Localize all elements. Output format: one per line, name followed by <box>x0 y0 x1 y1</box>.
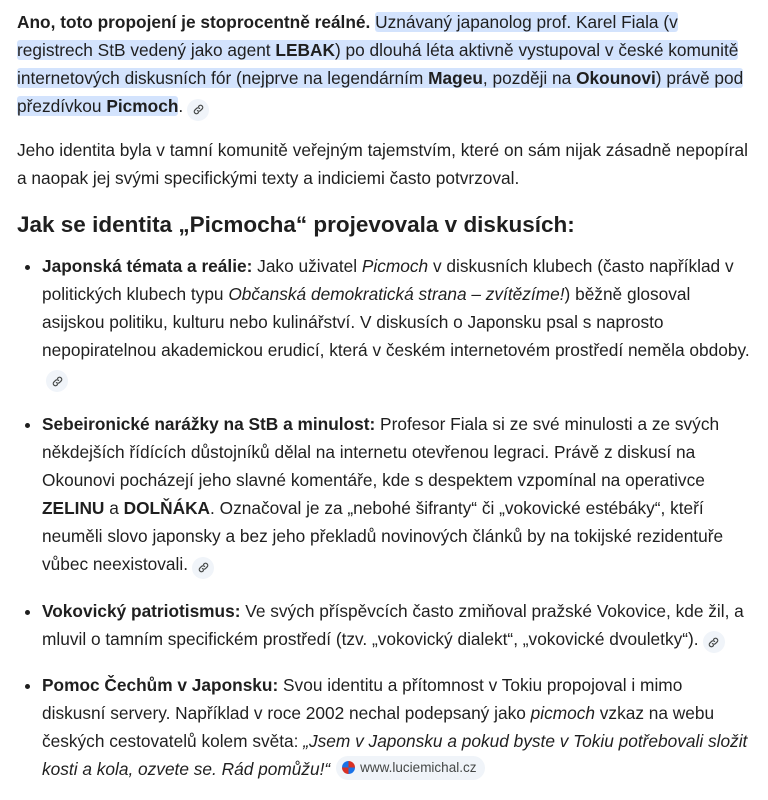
item-text: a <box>104 498 124 518</box>
item-text: Profesor Fiala si ze své minulosti a ze svých někdejších řídících důstojníků dělal na internetu otevřenou legraci. Právě z diskusí na Okounovi pocházejí jeho slavné komentáře, kde s despektem vzpomínal na operativce <box>42 414 720 490</box>
section-heading: Jak se identita „Picmocha“ projevovala v diskusích: <box>17 211 575 237</box>
item-bold: ZELINU <box>42 498 105 518</box>
item-italic: Občanská demokratická strana – zvítězíme! <box>228 283 565 304</box>
item-title: Vokovický patriotismus: <box>42 600 241 621</box>
item-text: Jako uživatel <box>252 255 362 276</box>
item-italic: picmoch <box>530 703 595 723</box>
list-item <box>42 252 750 393</box>
item-quote: „Jsem v Japonsku a pokud byste v Tokiu potřebovali složit kosti a kola, ozvete se. Rád pomůžu!“ <box>42 731 748 779</box>
citation-link-icon[interactable] <box>187 99 209 121</box>
highlight-text-1: Uznávaný japanolog prof. Karel Fiala (v registrech StB vedený jako agent <box>17 12 678 60</box>
item-text: ) běžně glosoval asijskou politiku, kulturu nebo kulinářství. V diskusích o Japonsku psal s naprosto nepopiratelnou akademickou erudicí, která v českém internetovém prostředí neměla obdoby. <box>42 283 750 360</box>
item-text: . Označoval je za „nebohé šifranty“ či „vokovické estébáky“, kteří neuměli slovo japonsky a bez jeho překladů novinových článků by na tokijské rezidentuře vůbec neexistovali. <box>42 498 724 574</box>
item-title: Sebeironické narážky na StB a minulost: <box>42 414 376 434</box>
item-title: Japonská témata a reálie: <box>42 255 253 276</box>
site-favicon <box>342 761 355 774</box>
item-bold: DOLŇÁKA <box>123 498 211 518</box>
forum-okoun: Okounovi <box>576 68 656 88</box>
bullet-list <box>17 252 750 784</box>
highlight-text-2: ) po dlouhá léta aktivně vystupoval v české komunitě internetových diskusních fór (nejprve na legendárním <box>17 40 739 88</box>
identity-paragraph: Jeho identita byla v tamní komunitě veřejným tajemstvím, které on sám nijak zásadně nepopíral a naopak jej svými specifickými texty a indiciemi často potvrzoval. <box>17 139 748 188</box>
forum-mageo: Mageu <box>428 68 483 88</box>
citation-link-icon[interactable] <box>192 557 214 579</box>
intro-tail: . <box>178 96 184 116</box>
highlight-text-3: , později na <box>482 68 572 88</box>
item-text: Svou identitu a přítomnost v Tokiu propojoval i mimo diskusní servery. Například v roce 2002 nechal podepsaný jako <box>42 675 683 723</box>
intro-paragraph <box>17 8 750 121</box>
list-item <box>42 410 750 579</box>
intro-lead: Ano, toto propojení je stoprocentně reálné. <box>17 12 371 32</box>
item-text: vzkaz na webu českých cestovatelů kolem světa: <box>42 703 715 751</box>
item-text: Ve svých příspěvcích často zmiňoval pražské Vokovice, kde žil, a mluvil o tamním specifickém prostředí (tzv. „vokovický dialekt“, „vokovické dvouletky“). <box>42 600 744 649</box>
agent-codename: LEBAK <box>275 40 335 60</box>
item-title: Pomoc Čechům v Japonsku: <box>42 675 279 695</box>
item-italic: Picmoch <box>361 255 429 276</box>
source-domain: www.luciemichal.cz <box>360 759 477 775</box>
nickname-picmoch: Picmoch <box>106 96 179 116</box>
list-item <box>42 597 750 654</box>
list-item <box>42 671 750 783</box>
citation-link-icon[interactable] <box>703 631 725 653</box>
citation-link-icon[interactable] <box>46 370 68 392</box>
item-text: v diskusních klubech (často například v politických klubech typu <box>42 255 734 304</box>
source-chip[interactable] <box>336 756 485 780</box>
highlight-text-4: ) právě pod přezdívkou <box>17 68 744 116</box>
